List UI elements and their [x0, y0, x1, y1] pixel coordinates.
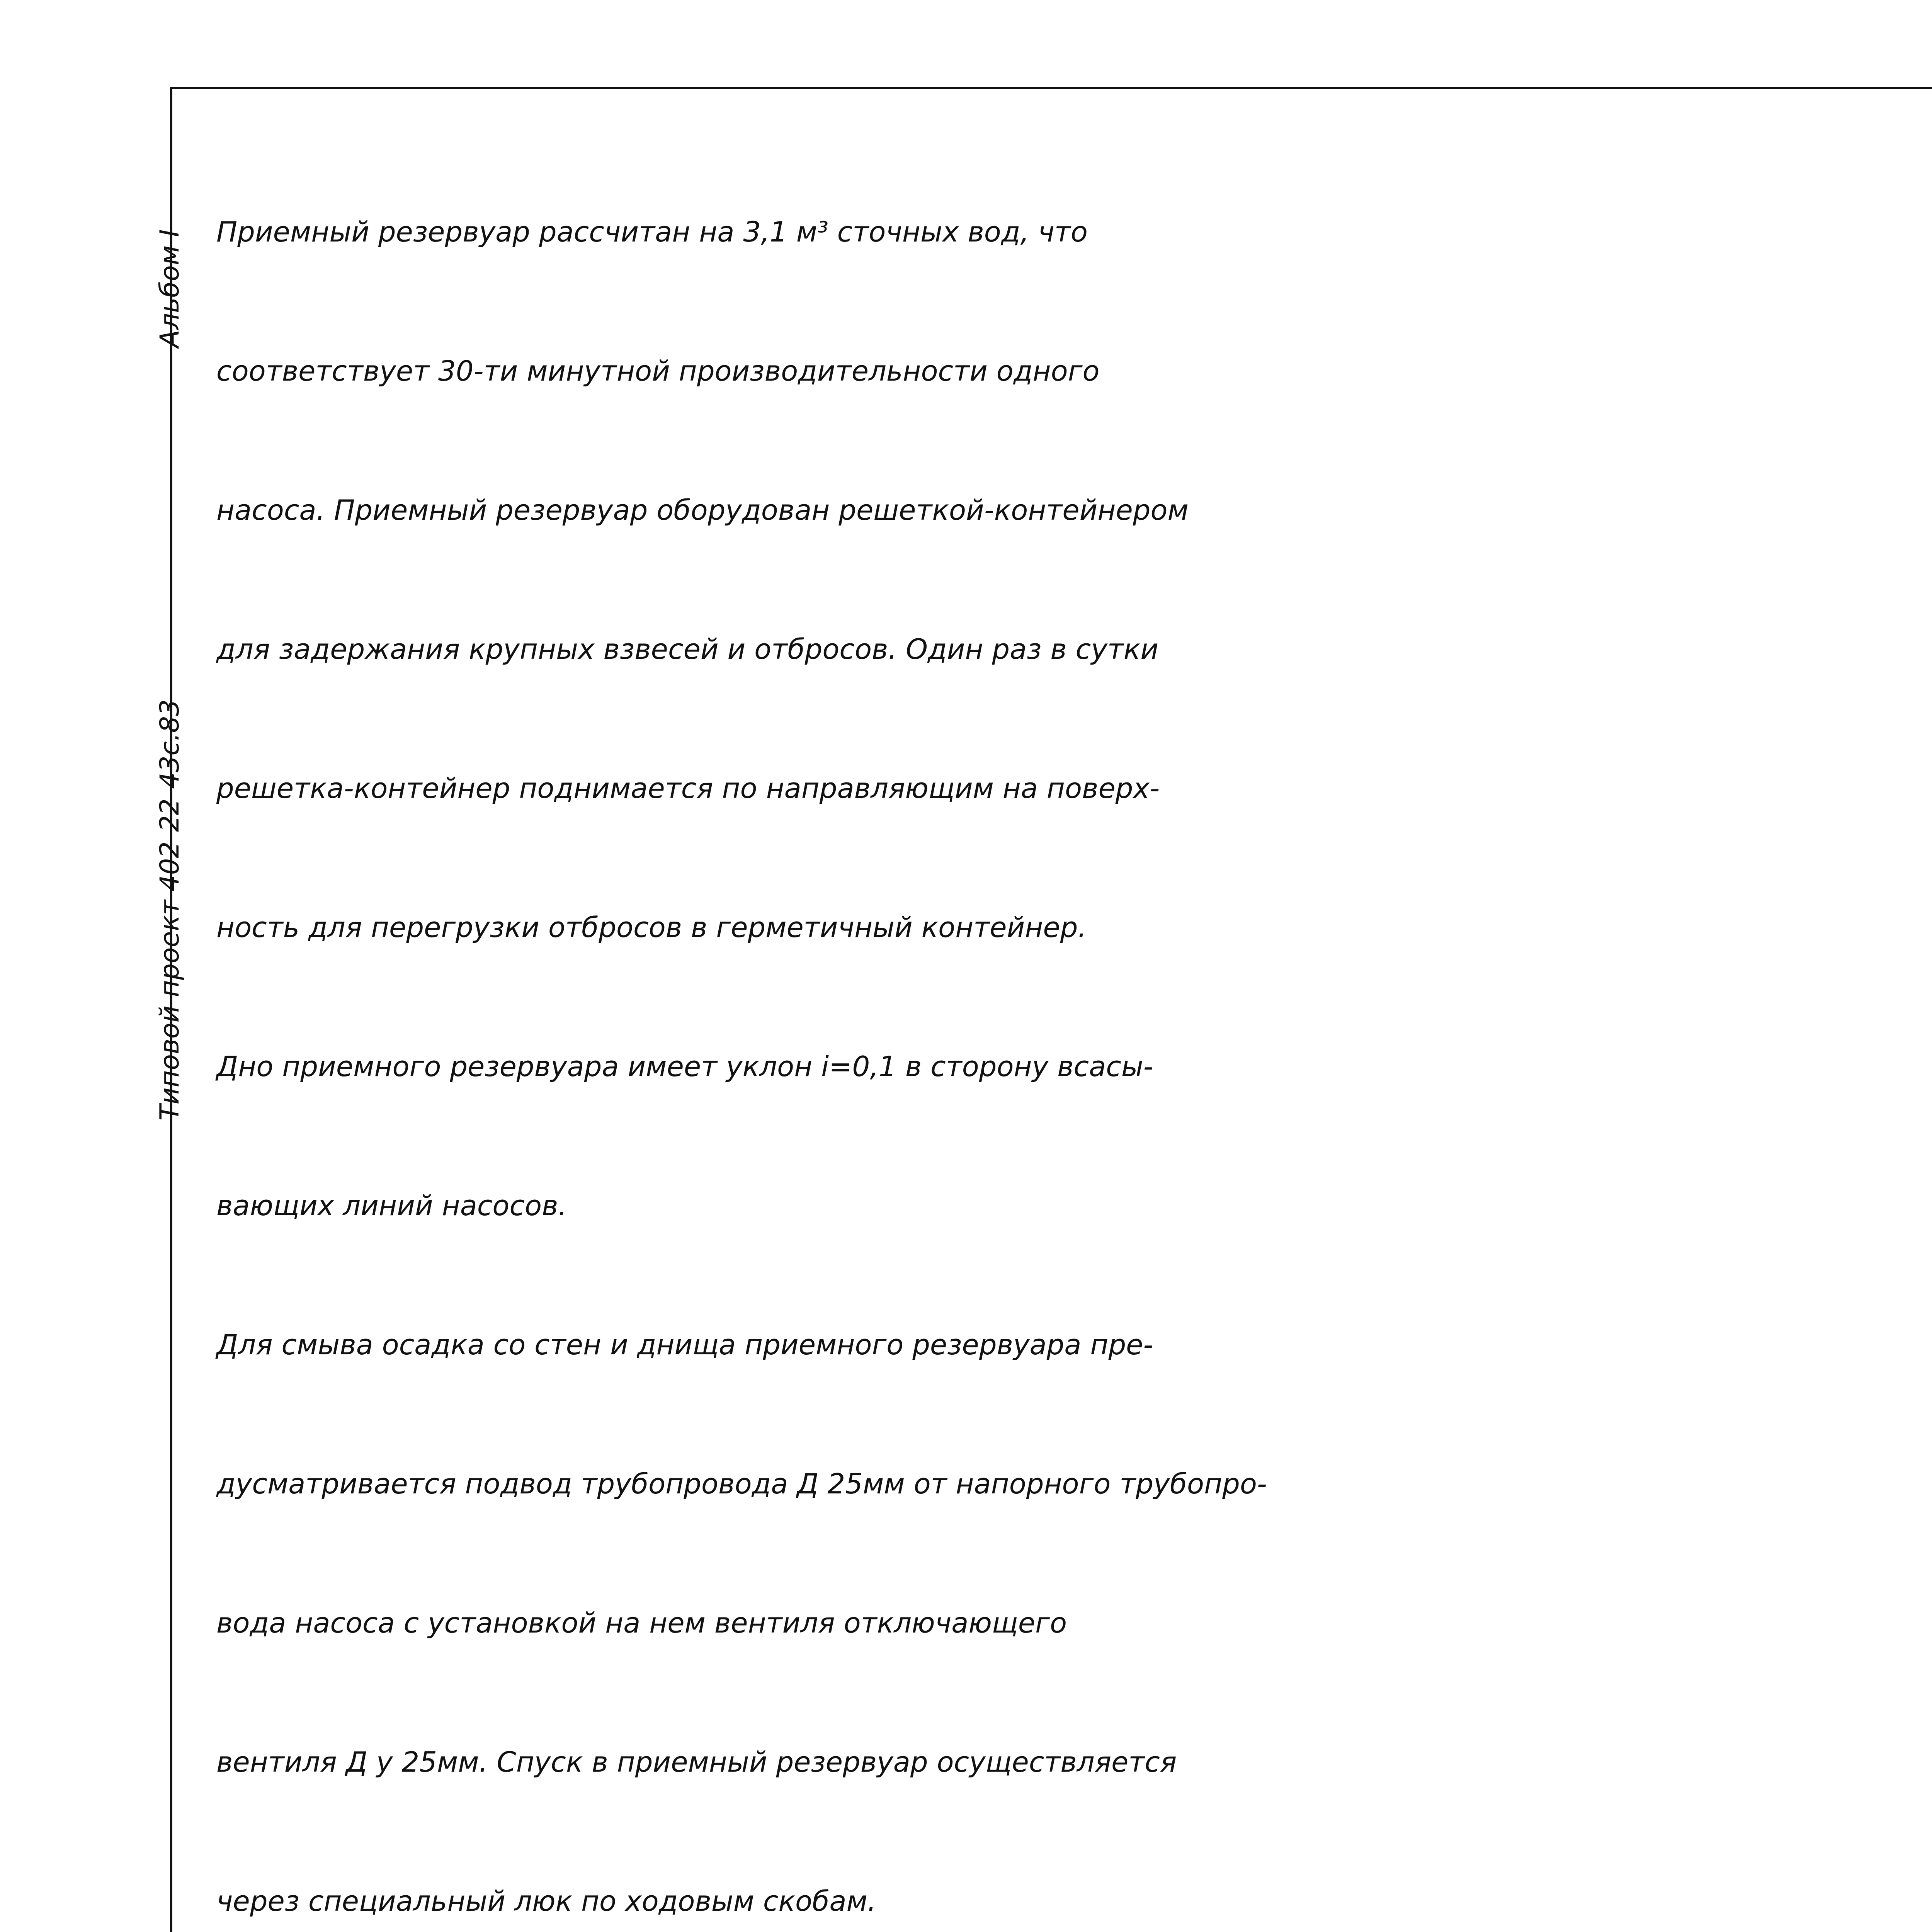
column-1: Приемный резервуар рассчитан на 3,1 м³ сточных вод, что соответствует 30-ти минутной производительности одного насоса. Приемный резервуар оборудован решеткой-контейнером для задержания крупных взвесей и отбросов. Один раз в сутки решетка-контейнер поднимается по направляющим на поверх- ность для перегрузки отбросов в герметичный контейнер. Дно приемного резервуара имеет уклон i=0,1 в сторону всасы- вающих линий насосов. Для смыва осадка со стен и днища приемного резервуара пре- дусматривается подвод трубопровода Д 25мм от напорного трубопро- вода насоса с установкой на нем вентиля отключающего вентиля Д у 25мм. Спуск в приемный резервуар осуществляется через специальный люк по ходовым скобам.	[216, 216, 1267, 1917]
album-label: Альбом I	[155, 229, 185, 348]
project-label: Типовой проект 402-22-43с.83	[155, 699, 185, 1121]
